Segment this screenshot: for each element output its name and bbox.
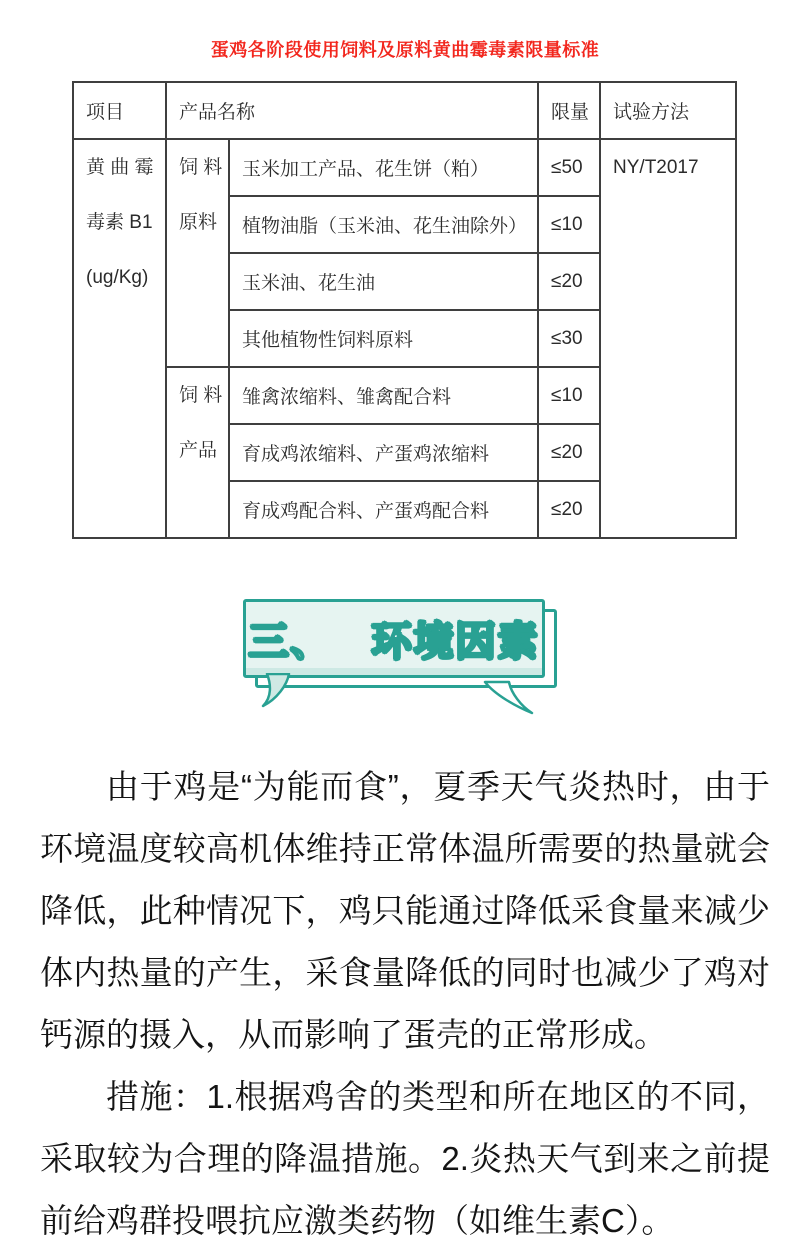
article-body bbox=[40, 756, 770, 1252]
section-heading-text: 三、 环境因素 bbox=[248, 620, 540, 664]
test-method-value: NY/T2017 bbox=[613, 157, 699, 178]
table-header-row bbox=[73, 82, 736, 139]
aflatoxin-limit-table-container bbox=[72, 81, 810, 539]
body-paragraph: 由于鸡是“为能而食”，夏季天气炎热时，由于环境温度较高机体维持正常体温所需要的热量就会降低，此种情况下，鸡只能通过降低采食量来减少体内热量的产生，采食量降低的同时也减少了鸡对钙源的摄入，从而影响了蛋壳的正常形成。 bbox=[40, 768, 770, 1053]
page-title: 蛋鸡各阶段使用饲料及原料黄曲霉毒素限量标准 bbox=[210, 40, 600, 60]
limit-cell: ≤50 bbox=[538, 139, 600, 196]
test-method-cell bbox=[600, 139, 736, 538]
product-cell: 育成鸡配合料、产蛋鸡配合料 bbox=[229, 481, 538, 538]
limit-cell: ≤20 bbox=[538, 424, 600, 481]
item-line: 毒素 B1 bbox=[86, 212, 153, 233]
product-cell: 其他植物性饲料原料 bbox=[229, 310, 538, 367]
product-cell: 玉米加工产品、花生饼（粕） bbox=[229, 139, 538, 196]
aflatoxin-limit-table bbox=[72, 81, 737, 539]
item-line: 黄 曲 霉 bbox=[86, 157, 154, 178]
product-cell: 玉米油、花生油 bbox=[229, 253, 538, 310]
section-heading-box bbox=[243, 599, 545, 678]
category-line: 饲 料 bbox=[179, 385, 223, 406]
limit-cell: ≤10 bbox=[538, 196, 600, 253]
category-line: 原料 bbox=[179, 212, 218, 233]
category-line: 饲 料 bbox=[179, 157, 223, 178]
category-cell-feed-raw-material bbox=[166, 139, 229, 367]
category-line: 产品 bbox=[179, 440, 218, 461]
product-cell: 雏禽浓缩料、雏禽配合料 bbox=[229, 367, 538, 424]
limit-cell: ≤10 bbox=[538, 367, 600, 424]
product-cell: 育成鸡浓缩料、产蛋鸡浓缩料 bbox=[229, 424, 538, 481]
bubble-tail-left-icon bbox=[259, 673, 303, 709]
table-row bbox=[73, 139, 736, 196]
body-paragraph: 措施：1.根据鸡舍的类型和所在地区的不同，采取较为合理的降温措施。2.炎热天气到来之前提前给鸡群投喂抗应激类药物（如维生素C）。 bbox=[40, 1078, 770, 1239]
product-cell: 植物油脂（玉米油、花生油除外） bbox=[229, 196, 538, 253]
limit-cell: ≤30 bbox=[538, 310, 600, 367]
limit-cell: ≤20 bbox=[538, 481, 600, 538]
col-header-item: 项目 bbox=[73, 82, 166, 139]
section-heading-bubble bbox=[243, 599, 545, 678]
bubble-tail-right-icon bbox=[483, 680, 535, 718]
category-cell-feed-product bbox=[166, 367, 229, 538]
limit-cell: ≤20 bbox=[538, 253, 600, 310]
col-header-product-name: 产品名称 bbox=[166, 82, 538, 139]
item-cell bbox=[73, 139, 166, 538]
col-header-limit: 限量 bbox=[538, 82, 600, 139]
col-header-test-method: 试验方法 bbox=[600, 82, 736, 139]
item-line: (ug/Kg) bbox=[86, 267, 149, 288]
